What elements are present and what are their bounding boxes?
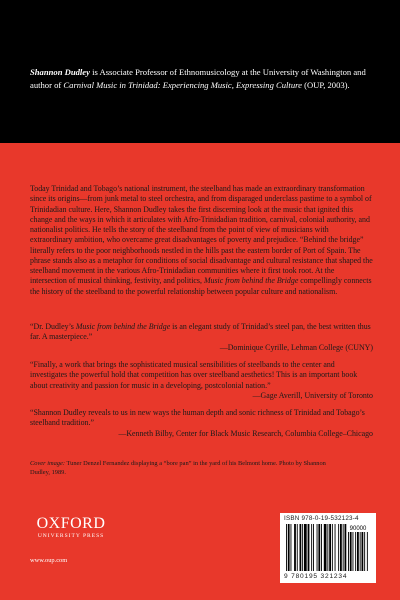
barcode-graphic bbox=[285, 524, 371, 572]
quote-text-end: is an elegant study of Trinidad’s steel pan, the best written thus far. A masterpiece.” bbox=[30, 322, 371, 342]
barcode-bar bbox=[324, 524, 327, 571]
quote-attribution: —Gage Averill, University of Toronto bbox=[252, 390, 373, 400]
endorsement-quote bbox=[30, 408, 373, 439]
barcode-bar bbox=[345, 524, 347, 571]
author-bio-text: is Associate Professor of Ethnomusicology at the University of Washington and author of bbox=[30, 67, 366, 90]
publisher-logo bbox=[30, 515, 112, 540]
barcode-bar bbox=[294, 524, 296, 571]
barcode-number: 9 780195 321234 bbox=[284, 573, 348, 580]
cover-image-label: Cover image: bbox=[30, 460, 65, 467]
endorsement-quote bbox=[30, 322, 373, 353]
barcode-bar bbox=[335, 524, 336, 571]
barcode-bar bbox=[311, 524, 312, 571]
endorsement-quote bbox=[30, 360, 373, 401]
quote-attribution: —Kenneth Bilby, Center for Black Music Research, Columbia College–Chicago bbox=[118, 428, 373, 438]
barcode-bar bbox=[338, 524, 339, 571]
publisher-url: www.oup.com bbox=[30, 557, 68, 564]
quote-attribution: —Dominique Cyrille, Lehman College (CUNY) bbox=[219, 342, 373, 352]
barcode-bar bbox=[302, 524, 303, 571]
barcode-bar bbox=[308, 524, 310, 571]
barcode-bar bbox=[317, 524, 318, 571]
barcode-addon-bar bbox=[362, 532, 364, 571]
book-title: Music from behind the Bridge bbox=[203, 276, 299, 286]
isbn-number: ISBN 978-0-19-532123-4 bbox=[284, 515, 359, 522]
barcode-bar bbox=[329, 524, 331, 571]
barcode-bar bbox=[291, 524, 292, 571]
price-code: 90000 bbox=[349, 526, 367, 532]
barcode-addon-bar bbox=[350, 532, 352, 571]
barcode-addon-bar bbox=[364, 532, 365, 571]
quote-text: “Shannon Dudley reveals to us in new ways the human depth and sonic richness of Trinidad and Tobago’s steelband tradition.” bbox=[30, 408, 365, 428]
author-bio-band bbox=[0, 0, 400, 143]
barcode-bar bbox=[297, 524, 298, 571]
publisher-logo-sub: UNIVERSITY PRESS bbox=[37, 533, 105, 539]
quote-text-start: “Dr. Dudley’s bbox=[30, 322, 76, 331]
barcode-bar bbox=[318, 524, 320, 571]
barcode-bar bbox=[327, 524, 328, 571]
book-description-text: Today Trinidad and Tobago’s national instrument, the steelband has made an extraordinary transformation since its origins—from junk metal to steel orchestra, and from disparaged underclass pastime to a symbol of Trinidadian culture. Here, Shannon Dudley takes the first discerning look at the music that ignited this change and the ways in which it articulates with Afro-Trinidadian tradition, carnival, colonial authority, and nationalist politics. He tells the story of the steelband from the point of view of musicians with extraordinary ambition, who overcame great disadvantages of poverty and prejudice. “Behind the bridge” literally refers to the poor neighborhoods nestled in the hills past the eastern border of Port of Spain. The phrase stands also as a metaphor for conditions of social disadvantage and cultural resistance that shaped the steelband movement in the various Afro-Trinidadian communities where it first took root. At the intersection of musical thinking, festivity, and politics, bbox=[30, 184, 373, 286]
barcode-addon-bar bbox=[353, 532, 354, 571]
barcode-bar bbox=[340, 524, 342, 571]
author-bio bbox=[30, 66, 370, 91]
quote-text bbox=[30, 322, 373, 343]
barcode-addon-bar bbox=[357, 532, 359, 571]
book-description-text-end: compellingly connects the history of the steelband to the powerful relationship between popular culture and nationalism. bbox=[30, 276, 372, 296]
barcode-addon-bar bbox=[355, 532, 356, 571]
barcode-bar bbox=[313, 524, 314, 571]
publisher-logo-main: OXFORD bbox=[36, 515, 106, 532]
cover-image-credit bbox=[30, 459, 330, 477]
author-bio-text-end: (OUP, 2003). bbox=[301, 79, 350, 90]
barcode-addon-bar bbox=[360, 532, 361, 571]
quote-text: “Finally, a work that brings the sophisticated musical sensibilities of steelbands to the center and investigates the powerful hold that competition has over steelband aesthetics! This is an important book about creativity and passion for music in a developing, postcolonial nation.” bbox=[30, 360, 358, 390]
barcode-bar bbox=[304, 524, 307, 571]
barcode-bar bbox=[300, 524, 302, 571]
author-name: Shannon Dudley bbox=[30, 67, 90, 77]
barcode-bar bbox=[288, 524, 290, 571]
previous-book-title: Carnival Music in Trinidad: Experiencing Music, Expressing Culture bbox=[63, 79, 302, 90]
barcode-bar bbox=[343, 524, 344, 571]
cover-image-text: Tuner Denzel Fernandez displaying a “bore pan” in the yard of his Belmont home. Photo by Shannon Dudley, 1989. bbox=[30, 460, 326, 476]
barcode-addon-bar bbox=[367, 532, 368, 571]
quote-book-title: Music from behind the Bridge bbox=[75, 322, 171, 331]
barcode-addon-bar bbox=[348, 532, 349, 571]
barcode-panel bbox=[280, 513, 376, 583]
barcode-bar bbox=[321, 524, 322, 571]
barcode-bar bbox=[332, 524, 333, 571]
barcode-bar bbox=[286, 524, 287, 571]
book-description bbox=[30, 184, 373, 297]
